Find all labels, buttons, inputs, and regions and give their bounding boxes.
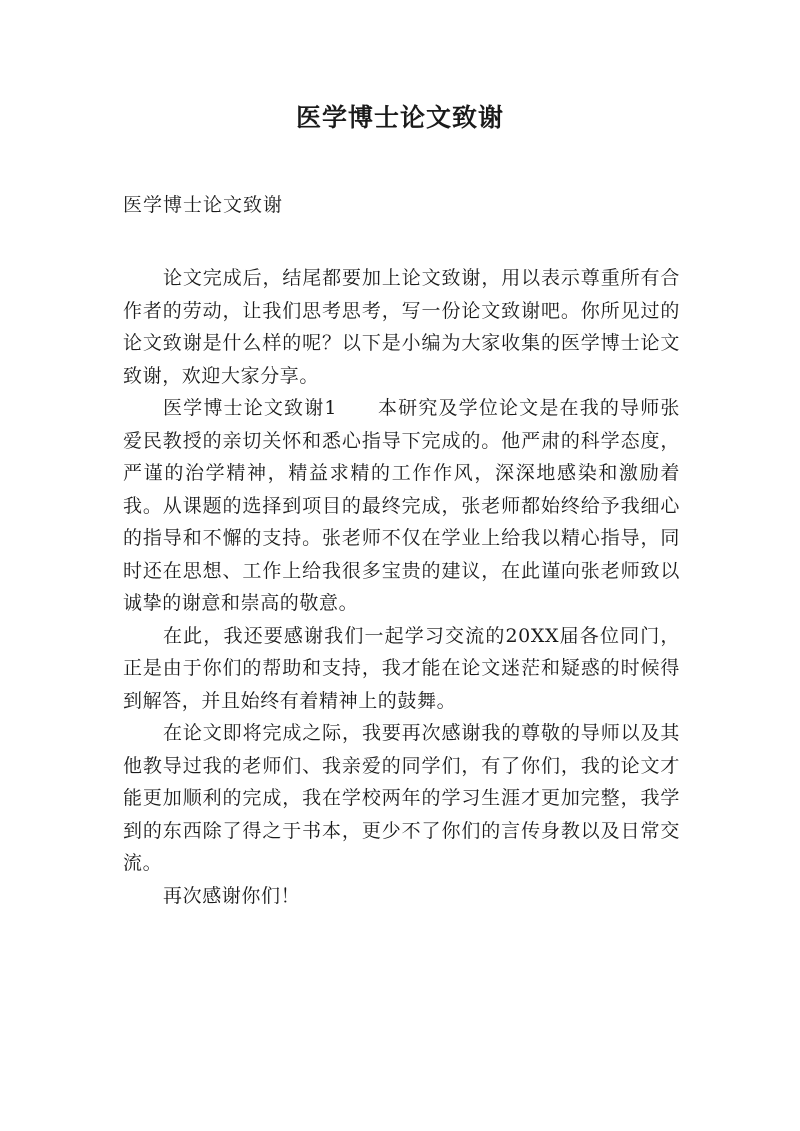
document-title: 医学博士论文致谢 — [295, 103, 504, 132]
paragraph-teachers: 在论文即将完成之际，我要再次感谢我的尊敬的导师以及其他教导过我的老师们、我亲爱的同学们，有了你们，我的论文才能更加顺利的完成，我在学校两年的学习生涯才更加完整，我学到的东西除了得之于书本，更少不了你们的言传身教以及日常交流。 — [123, 722, 680, 874]
document-body — [123, 262, 680, 912]
paragraph-intro: 论文完成后，结尾都要加上论文致谢，用以表示尊重所有合作者的劳动，让我们思考思考，写一份论文致谢吧。你所见过的论文致谢是什么样的呢？以下是小编为大家收集的医学博士论文致谢，欢迎大家分享。 — [123, 267, 680, 387]
paragraph-closing: 再次感谢你们！ — [163, 884, 301, 907]
document-subtitle: 医学博士论文致谢 — [123, 194, 284, 216]
paragraph-acknowledgement-1: 医学博士论文致谢1 本研究及学位论文是在我的导师张爱民教授的亲切关怀和悉心指导下完成的。他严肃的科学态度，严谨的治学精神，精益求精的工作作风，深深地感染和激励着我。从课题的选择到项目的最终完成，张老师都始终给予我细心的指导和不懈的支持。张老师不仅在学业上给我以精心指导，同时还在思想、工作上给我很多宝贵的建议，在此谨向张老师致以诚挚的谢意和崇高的敬意。 — [123, 397, 680, 614]
paragraph-classmates: 在此，我还要感谢我们一起学习交流的20XX届各位同门，正是由于你们的帮助和支持，我才能在论文迷茫和疑惑的时候得到解答，并且始终有着精神上的鼓舞。 — [123, 624, 680, 712]
